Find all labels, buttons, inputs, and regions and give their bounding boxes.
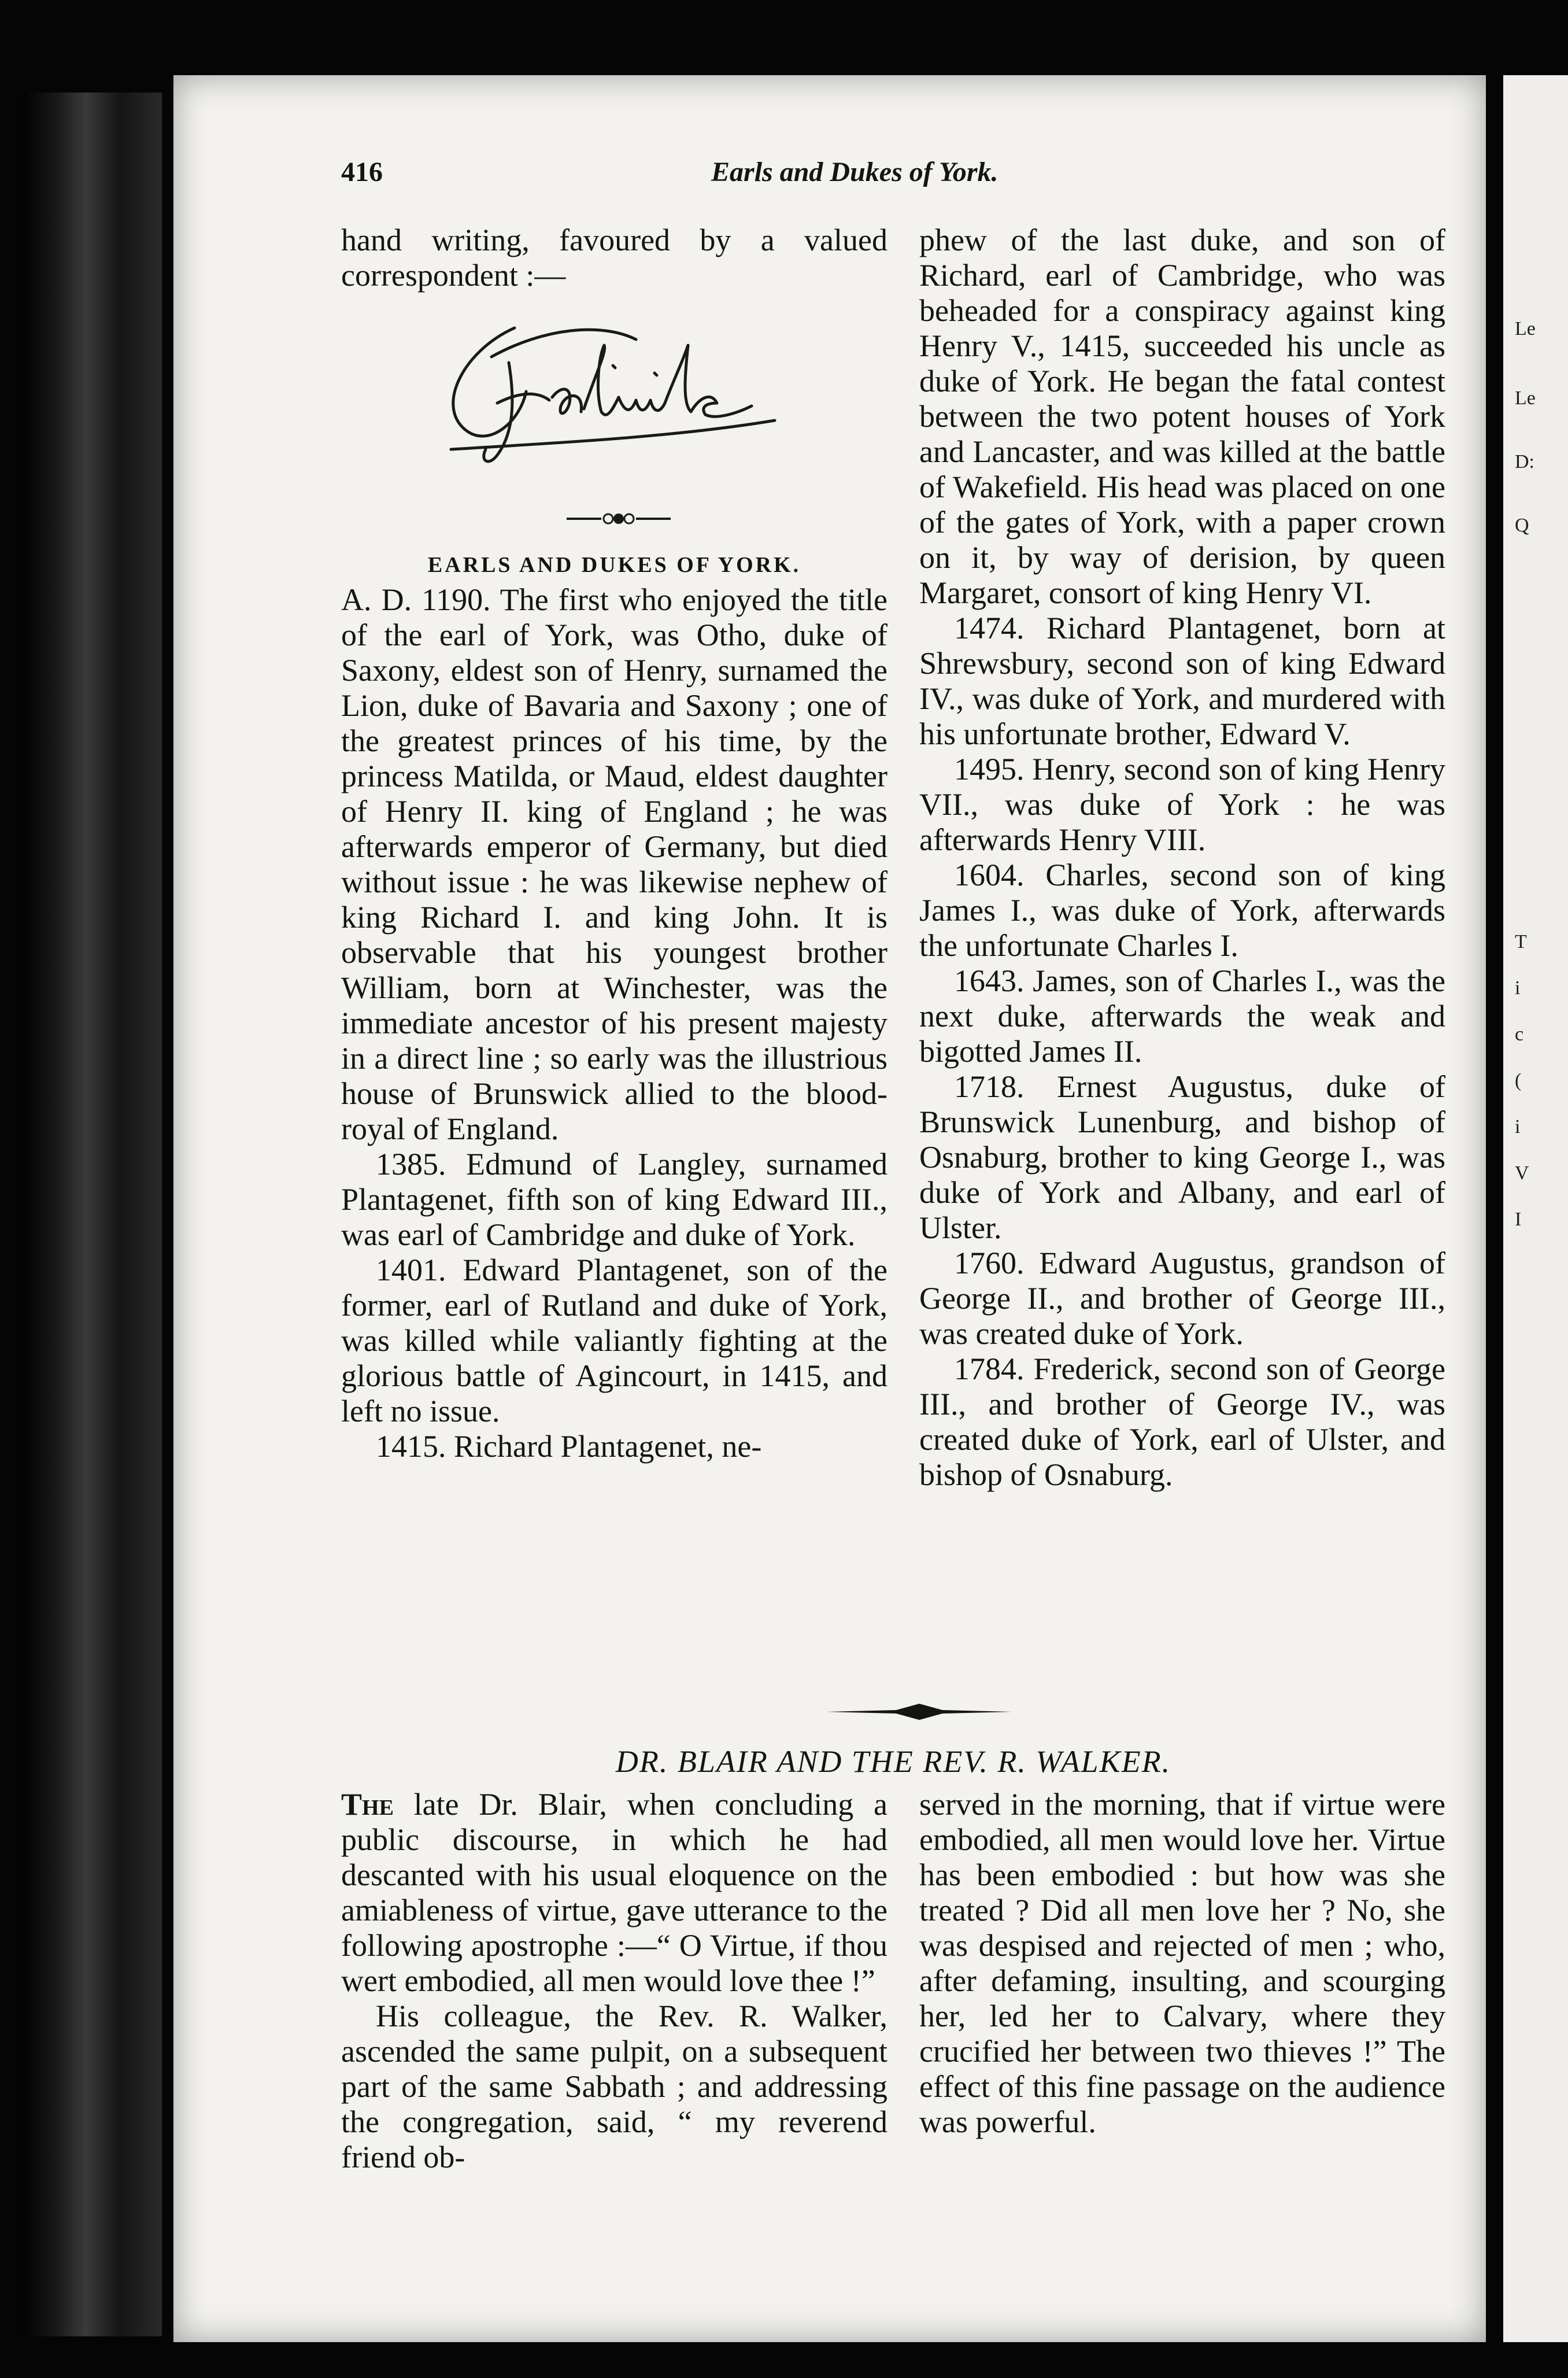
paragraph: 1604. Charles, second son of king James I., was duke of York, afterwards the unfortunate Charles I. — [919, 858, 1445, 963]
signature-frederick — [341, 293, 887, 501]
left-column — [341, 223, 887, 1464]
edge-letter: V — [1515, 1162, 1529, 1184]
paragraph: phew of the last duke, and son of Richard, earl of Cambridge, who was beheaded for a conspiracy against king Henry V., 1415, succeeded his uncle as duke of York. He began the fatal contest between the two potent houses of York and Lancaster, and was killed at the battle of Wakefield. His head was placed on one of the gates of York, with a paper crown on it, by way of derision, by queen Margaret, consort of king Henry VI. — [919, 223, 1445, 610]
paragraph: 1760. Edward Augustus, grandson of George II., and brother of George III., was created duke of York. — [919, 1246, 1445, 1351]
section-divider-ornament — [827, 1700, 1012, 1723]
paragraph: His colleague, the Rev. R. Walker, ascended the same pulpit, on a subsequent part of the same Sabbath ; and addressing the congregation, said, “ my reverend friend ob- — [341, 1999, 887, 2174]
article-right-column — [919, 1787, 1445, 2140]
article-left-column — [341, 1787, 887, 2175]
section-heading: EARLS AND DUKES OF YORK. — [427, 553, 801, 577]
paragraph: 1718. Ernest Augustus, duke of Brunswick Lunenburg, and bishop of Osnaburg, brother to king George I., was duke of York and Albany, and earl of Ulster. — [919, 1069, 1445, 1245]
edge-letter: I — [1515, 1209, 1522, 1230]
page-number: 416 — [341, 157, 383, 187]
paragraph: 1474. Richard Plantagenet, born at Shrewsbury, second son of king Edward IV., was duke of York, and murdered with his unfortunate brother, Edward V. — [919, 611, 1445, 751]
edge-letter: i — [1515, 1116, 1521, 1138]
edge-letter: i — [1515, 977, 1521, 999]
edge-letter: D: — [1515, 451, 1534, 472]
edge-letter: Q — [1515, 515, 1529, 536]
page-header — [341, 156, 1451, 197]
ornament-icon — [561, 507, 676, 530]
paragraph: A. D. 1190. The first who enjoyed the title of the earl of York, was Otho, duke of Saxony, eldest son of Henry, surnamed the Lion, duke of Bavaria and Saxony ; one of the greatest princes of his time, by the princess Matilda, or Maud, eldest daughter of Henry II. king of England ; he was afterwards emperor of Germany, but died without issue : he was likewise nephew of king Richard I. and king John. It is observable that his youngest brother William, born at Winchester, was the immediate ancestor of his present majesty in a direct line ; so early was the illustrious house of Brunswick allied to the blood-royal of England. — [341, 582, 887, 1146]
intro-text: hand writing, favoured by a valued correspondent :— — [341, 223, 887, 293]
article-title: DR. BLAIR AND THE REV. R. WALKER. — [615, 1744, 1171, 1779]
edge-letter: Le — [1515, 318, 1536, 339]
paragraph: served in the morning, that if virtue were embodied, all men would love her. Virtue has been embodied : but how was she treated ? Did all men love her ? No, she was despised and rejected of men ; who, after defaming, insulting, and scourging her, led her to Calvary, where they crucified her between two thieves !” The effect of this fine passage on the audience was powerful. — [919, 1787, 1445, 2139]
right-column — [919, 223, 1445, 1493]
edge-letter: ( — [1515, 1070, 1522, 1091]
paragraph-text: late Dr. Blair, when concluding a public discourse, in which he had descanted with his usual eloquence on the amiableness of virtue, gave utterance to the following apostrophe :—“ O Virtue, if thou wert embodied, all men would love thee !” — [341, 1787, 887, 1998]
paragraph: 1495. Henry, second son of king Henry VII., was duke of York : he was afterwards Henry VIII. — [919, 752, 1445, 857]
running-head: Earls and Dukes of York. — [711, 157, 999, 187]
paragraph: 1401. Edward Plantagenet, son of the former, earl of Rutland and duke of York, was killed while valiantly fighting at the glorious battle of Agincourt, in 1415, and left no issue. — [341, 1253, 887, 1428]
article-first-word: The — [341, 1787, 394, 1822]
decorative-ornament-small — [341, 501, 887, 542]
adjacent-page-edge — [1503, 75, 1568, 2342]
book-binding-gutter — [23, 93, 162, 2336]
edge-letter: c — [1515, 1024, 1524, 1045]
paragraph — [341, 1787, 887, 1999]
edge-letter: Le — [1515, 387, 1536, 409]
paragraph: 1385. Edmund of Langley, surnamed Plantagenet, fifth son of king Edward III., was earl of Cambridge and duke of York. — [341, 1147, 887, 1252]
edge-letter: T — [1515, 931, 1527, 952]
paragraph: 1415. Richard Plantagenet, ne- — [376, 1429, 762, 1464]
signature-image — [428, 305, 798, 478]
paragraph: 1643. James, son of Charles I., was the next duke, afterwards the weak and bigotted James II. — [919, 963, 1445, 1069]
paragraph: 1784. Frederick, second son of George III., and brother of George IV., was created duke of York, earl of Ulster, and bishop of Osnaburg. — [919, 1352, 1445, 1492]
